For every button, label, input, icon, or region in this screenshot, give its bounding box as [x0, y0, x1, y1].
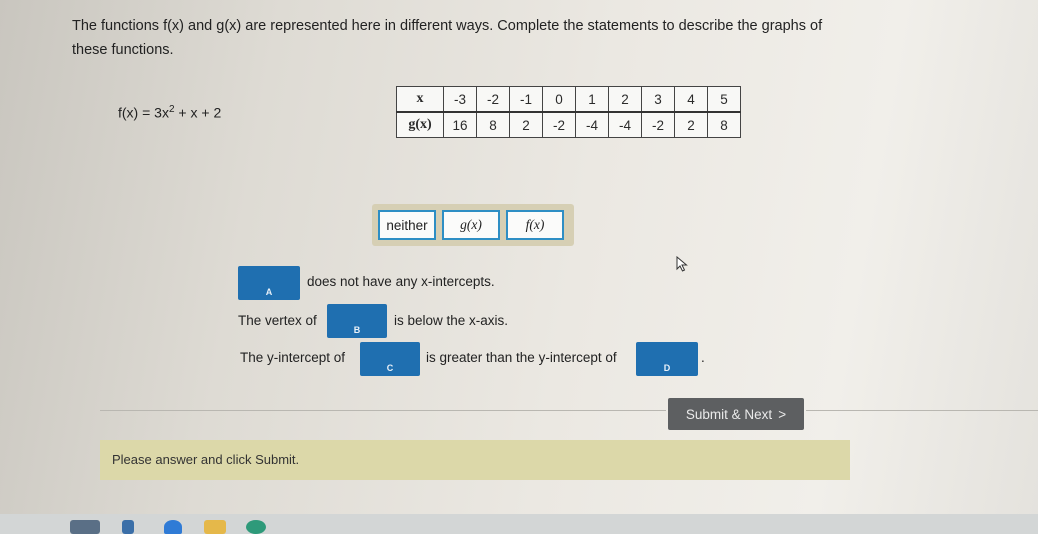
tile-neither[interactable]: neither — [378, 210, 436, 240]
row-label-gx: g(x) — [397, 112, 444, 138]
table-cell: 8 — [477, 112, 510, 138]
table-cell: -4 — [576, 112, 609, 138]
table-row-gx — [397, 112, 741, 138]
row-label-x: x — [397, 87, 444, 113]
table-cell: 3 — [642, 87, 675, 113]
table-cell: -1 — [510, 87, 543, 113]
table-cell: 0 — [543, 87, 576, 113]
divider-line-right — [806, 410, 1038, 411]
table-cell: -2 — [642, 112, 675, 138]
table-cell: 16 — [444, 112, 477, 138]
table-cell: 8 — [708, 112, 741, 138]
gx-table — [396, 86, 741, 138]
feedback-banner — [100, 440, 850, 480]
taskbar-app-icon[interactable] — [164, 520, 182, 534]
submit-label: Submit & Next — [685, 406, 773, 422]
statement-3-middle: is greater than the y-intercept of — [426, 350, 617, 365]
answer-tile-bank — [372, 204, 574, 246]
chevron-right-icon: > — [778, 406, 787, 422]
feedback-text: Please answer and click Submit. — [112, 452, 300, 467]
table-cell: -2 — [477, 87, 510, 113]
mouse-pointer-icon — [676, 256, 688, 272]
drop-label-d: D — [663, 363, 671, 373]
table-cell: -2 — [543, 112, 576, 138]
drop-box-d[interactable] — [636, 342, 698, 376]
taskbar — [0, 514, 1038, 534]
fx-lhs: f(x) = 3x — [118, 104, 169, 121]
drop-label-a: A — [265, 287, 273, 297]
fx-rhs: + x + 2 — [174, 104, 222, 121]
fx-exponent: 2 — [168, 104, 175, 115]
drop-box-b[interactable] — [327, 304, 387, 338]
table-cell: 4 — [675, 87, 708, 113]
taskbar-app-icon[interactable] — [122, 520, 134, 534]
table-cell: 5 — [708, 87, 741, 113]
folder-icon[interactable] — [204, 520, 226, 534]
statement-2-before: The vertex of — [238, 313, 317, 328]
question-line-2: these functions. — [72, 42, 174, 58]
statement-2-after: is below the x-axis. — [394, 313, 509, 328]
question-text — [72, 14, 872, 62]
drop-box-c[interactable] — [360, 342, 420, 376]
question-line-1: The functions f(x) and g(x) are represented here in different ways. Complete the statements to describe the graphs of — [72, 18, 823, 34]
table-cell: -4 — [609, 112, 642, 138]
submit-next-button[interactable] — [668, 398, 804, 430]
browser-icon[interactable] — [246, 520, 266, 534]
table-cell: 2 — [675, 112, 708, 138]
tile-fx[interactable]: f(x) — [506, 210, 564, 240]
fx-definition — [118, 104, 221, 121]
statement-1-text: does not have any x-intercepts. — [307, 274, 495, 289]
tile-gx[interactable]: g(x) — [442, 210, 500, 240]
drop-label-b: B — [353, 325, 361, 335]
taskbar-app-icon[interactable] — [70, 520, 100, 534]
table-cell: -3 — [444, 87, 477, 113]
drop-box-a[interactable] — [238, 266, 300, 300]
statement-3-before: The y-intercept of — [240, 350, 346, 365]
statement-3-end: . — [701, 350, 705, 365]
divider-line — [100, 410, 666, 411]
table-cell: 1 — [576, 87, 609, 113]
table-cell: 2 — [609, 87, 642, 113]
table-row-x — [397, 87, 741, 113]
table-cell: 2 — [510, 112, 543, 138]
drop-label-c: C — [386, 363, 394, 373]
